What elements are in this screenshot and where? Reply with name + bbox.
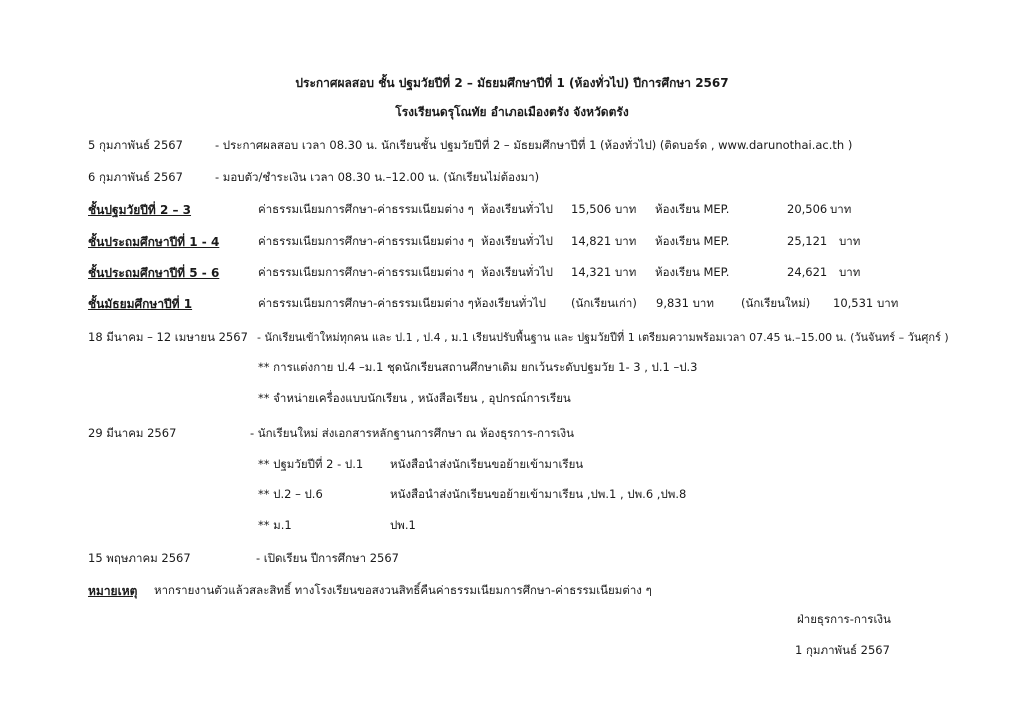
fee-desc: ค่าธรรมเนียมการศึกษา-ค่าธรรมเนียมต่าง ๆ xyxy=(258,202,474,216)
remark-text: หากรายงานตัวแล้วสละสิทธิ์ ทางโรงเรียนขอสงวนสิทธิ์คืนค่าธรรมเนียมการศึกษา-ค่าธรรมเนียมต่าง ๆ xyxy=(154,583,652,597)
fee-new-student-label: (นักเรียนใหม่) xyxy=(741,296,811,310)
fee-level: ชั้นประถมศึกษาปีที่ 5 - 6 xyxy=(88,266,220,280)
fee-new-student-amount: 10,531 xyxy=(833,296,874,310)
docs-text: - นักเรียนใหม่ ส่งเอกสารหลักฐานการศึกษา ณ ห้องธุรการ-การเงิน xyxy=(250,426,575,440)
fee-desc: ค่าธรรมเนียมการศึกษา-ค่าธรรมเนียมต่าง ๆ xyxy=(258,265,474,279)
remark-label: หมายเหตุ xyxy=(88,584,138,598)
fee-amount-mep: 25,121 xyxy=(787,234,828,248)
docs-item-value: หนังสือนำส่งนักเรียนขอย้ายเข้ามาเรียน xyxy=(390,457,584,471)
fee-amount-general: 15,506 xyxy=(571,202,612,216)
docs-item-label: ** ป.2 – ป.6 xyxy=(258,487,323,501)
fee-room-mep: ห้องเรียน MEP. xyxy=(655,265,730,279)
schedule-date: 5 กุมภาพันธ์ 2567 xyxy=(88,138,183,152)
open-date: 15 พฤษภาคม 2567 xyxy=(88,551,191,565)
fee-old-student-label: (นักเรียนเก่า) xyxy=(571,296,637,310)
fee-amount-general: 14,321 xyxy=(571,265,612,279)
fee-amount-mep: 20,506 xyxy=(787,202,828,216)
fee-room-mep: ห้องเรียน MEP. xyxy=(655,234,730,248)
docs-item-label: ** ปฐมวัยปีที่ 2 - ป.1 xyxy=(258,457,364,471)
fee-room-general: ห้องเรียนทั่วไป xyxy=(474,296,546,310)
fee-unit: บาท xyxy=(830,202,852,216)
docs-item-label: ** ม.1 xyxy=(258,518,292,532)
page-title: ประกาศผลสอบ ชั้น ปฐมวัยปีที่ 2 – มัธยมศึกษาปีที่ 1 (ห้องทั่วไป) ปีการศึกษา 2567 xyxy=(295,76,729,90)
fee-unit: บาท xyxy=(839,234,861,248)
fee-unit: บาท xyxy=(839,265,861,279)
fee-unit: บาท xyxy=(877,296,899,310)
schedule-text: - มอบตัว/ชำระเงิน เวลา 08.30 น.–12.00 น. (นักเรียนไม่ต้องมา) xyxy=(215,170,540,184)
docs-date: 29 มีนาคม 2567 xyxy=(88,426,177,440)
fee-desc: ค่าธรรมเนียมการศึกษา-ค่าธรรมเนียมต่าง ๆ xyxy=(258,296,474,310)
fee-unit: บาท xyxy=(615,265,637,279)
prep-date: 18 มีนาคม – 12 เมษายน 2567 xyxy=(88,330,248,344)
fee-level: ชั้นประถมศึกษาปีที่ 1 - 4 xyxy=(88,235,220,249)
prep-note: ** การแต่งกาย ป.4 –ม.1 ชุดนักเรียนสถานศึกษาเดิม ยกเว้นระดับปฐมวัย 1- 3 , ป.1 –ป.3 xyxy=(258,360,698,374)
fee-room-mep: ห้องเรียน MEP. xyxy=(655,202,730,216)
docs-item-value: ปพ.1 xyxy=(390,518,416,532)
fee-amount-mep: 24,621 xyxy=(787,265,828,279)
fee-desc: ค่าธรรมเนียมการศึกษา-ค่าธรรมเนียมต่าง ๆ xyxy=(258,234,474,248)
open-text: - เปิดเรียน ปีการศึกษา 2567 xyxy=(256,551,399,565)
school-name: โรงเรียนดรุโณทัย อำเภอเมืองตรัง จังหวัดตรัง xyxy=(395,105,629,119)
fee-amount-general: 14,821 xyxy=(571,234,612,248)
fee-level: ชั้นปฐมวัยปีที่ 2 – 3 xyxy=(88,203,192,217)
docs-item-value: หนังสือนำส่งนักเรียนขอย้ายเข้ามาเรียน ,ปพ.1 , ปพ.6 ,ปพ.8 xyxy=(390,487,687,501)
fee-unit: บาท xyxy=(615,234,637,248)
prep-text: - นักเรียนเข้าใหม่ทุกคน และ ป.1 , ป.4 , ม.1 เรียนปรับพื้นฐาน และ ปฐมวัยปีที่ 1 เตรียมความพร้อมเวลา 07.45 น.–15.00 น. (วันจันทร์ – วันศุกร์ ) xyxy=(257,331,949,344)
prep-note: ** จำหน่ายเครื่องแบบนักเรียน , หนังสือเรียน , อุปกรณ์การเรียน xyxy=(258,391,571,405)
fee-room-general: ห้องเรียนทั่วไป xyxy=(481,202,553,216)
fee-unit: บาท xyxy=(615,202,637,216)
schedule-text: - ประกาศผลสอบ เวลา 08.30 น. นักเรียนชั้น ปฐมวัยปีที่ 2 – มัธยมศึกษาปีที่ 1 (ห้องทั่วไป) (ติดบอร์ด , www.darunothai.ac.th ) xyxy=(215,138,853,152)
schedule-date: 6 กุมภาพันธ์ 2567 xyxy=(88,170,183,184)
fee-room-general: ห้องเรียนทั่วไป xyxy=(481,265,553,279)
signature-dept: ฝ่ายธุรการ-การเงิน xyxy=(797,612,891,626)
fee-level: ชั้นมัธยมศึกษาปีที่ 1 xyxy=(88,297,193,311)
signature-date: 1 กุมภาพันธ์ 2567 xyxy=(795,643,890,657)
fee-room-general: ห้องเรียนทั่วไป xyxy=(481,234,553,248)
fee-old-student-amount: 9,831 บาท xyxy=(656,296,714,310)
